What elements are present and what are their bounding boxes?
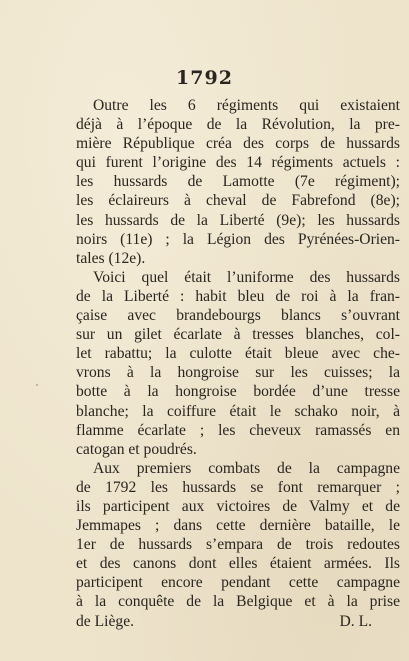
text-line: tales (12e). bbox=[76, 249, 146, 267]
text-line: vrons à la hongroise sur les cuisses; la bbox=[76, 364, 400, 382]
text-line: Outre les 6 régiments qui existaient bbox=[93, 97, 400, 114]
author-signature: D. L. bbox=[339, 612, 372, 630]
text-line: catogan et poudrés. bbox=[76, 440, 197, 458]
text-line: Jemmapes ; dans cette dernière bataille, le bbox=[76, 517, 400, 535]
paper-speck bbox=[36, 384, 38, 386]
text-line: de 1792 les hussards se font remarquer ; bbox=[76, 478, 400, 496]
text-line: participent encore pendant cette campagne bbox=[76, 574, 400, 592]
text-line: à la conquête de la Belgique et à la prise bbox=[76, 593, 400, 611]
text-line: çaise avec brandebourgs blancs s’ouvrant bbox=[76, 307, 400, 325]
text-line: déjà à l’époque de la Révolution, la pre- bbox=[76, 116, 400, 134]
text-line: les hussards de la Liberté (9e); les hussards bbox=[76, 211, 400, 229]
text-line: sur un gilet écarlate à tresses blanches, col- bbox=[76, 326, 400, 344]
text-line: qui furent l’origine des 14 régiments actuels : bbox=[76, 154, 400, 172]
text-line: de la Liberté : habit bleu de roi à la fran- bbox=[76, 287, 400, 305]
text-line: Aux premiers combats de la campagne bbox=[93, 459, 400, 477]
text-line: flamme écarlate ; les cheveux ramassés en bbox=[76, 421, 400, 439]
text-line: ils participent aux victoires de Valmy et de bbox=[76, 497, 400, 515]
closing-line bbox=[76, 612, 400, 631]
text-line: et des canons dont elles étaient armées. Ils bbox=[76, 555, 400, 573]
text-line: let rabattu; la culotte était bleue avec che- bbox=[76, 345, 400, 363]
text-line: Voici quel était l’uniforme des hussards bbox=[93, 268, 400, 286]
text-line: botte à la hongroise bordée d’une tresse bbox=[76, 383, 400, 401]
final-text: de Liège. bbox=[76, 612, 135, 630]
text-line: noirs (11e) ; la Légion des Pyrénées-Orien- bbox=[76, 230, 400, 248]
text-line: les hussards de Lamotte (7e régiment); bbox=[76, 173, 400, 191]
text-line: 1er de hussards s’empara de trois redoutes bbox=[76, 536, 400, 554]
text-line: les éclaireurs à cheval de Fabrefond (8e); bbox=[76, 192, 400, 210]
text-line: mière République créa des corps de hussards bbox=[76, 135, 400, 153]
text-line: blanche; la coiffure était le schako noir, à bbox=[76, 402, 400, 420]
body-text bbox=[76, 96, 400, 631]
page-heading: 1792 bbox=[176, 67, 233, 89]
